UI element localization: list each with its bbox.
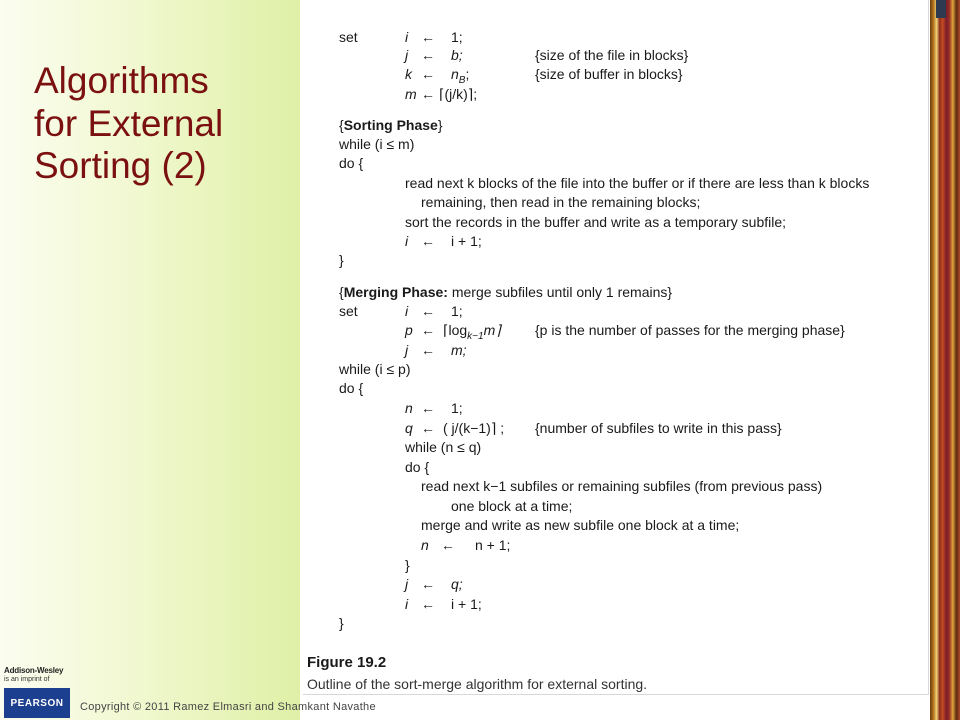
code-line: do {: [339, 380, 364, 396]
code-var: n: [405, 400, 413, 416]
code-subscript: k−1: [467, 330, 484, 342]
code-arrow: ←: [421, 303, 435, 319]
code-var: j: [405, 47, 409, 63]
figure-caption: Outline of the sort-merge algorithm for external sorting.: [307, 676, 648, 692]
code-var: j: [405, 342, 409, 358]
phase-desc: merge subfiles until only 1 remains}: [447, 284, 673, 300]
code-var: i: [405, 303, 409, 319]
code-line: while (i ≤ m): [339, 136, 415, 152]
brace: {: [339, 284, 344, 300]
code-value: 1;: [451, 303, 463, 319]
code-comment: {number of subfiles to write in this pass}: [535, 420, 782, 436]
code-value-main: n: [451, 66, 459, 82]
code-arrow: ←: [421, 576, 435, 592]
code-arrow: ←: [421, 342, 435, 358]
code-comment: {size of the file in blocks}: [535, 47, 689, 63]
slide-title: [34, 60, 294, 188]
code-line: read next k−1 subfiles or remaining subfiles (from previous pass): [421, 478, 823, 494]
code-arrow: ←: [421, 29, 435, 45]
code-subscript: B: [458, 74, 466, 86]
code-value: ( j/(k−1)⌉ ;: [443, 420, 505, 436]
code-var: j: [405, 576, 409, 592]
code-line: merge and write as new subfile one block at a time;: [421, 517, 740, 533]
code-line: }: [405, 557, 410, 573]
code-value: 1;: [451, 400, 463, 416]
imprint-text: is an imprint of: [4, 676, 50, 683]
pearson-logo: PEARSON: [4, 688, 70, 718]
code-arrow: ←: [421, 322, 435, 338]
code-arrow: ←: [421, 47, 435, 63]
code-arrow: ←: [421, 420, 435, 436]
figure-label: Figure 19.2: [307, 654, 387, 671]
code-arrow: ←: [441, 537, 455, 553]
phase-name: Sorting Phase: [343, 117, 438, 133]
merging-phase-heading: [339, 284, 672, 300]
code-keyword: set: [339, 303, 358, 319]
copyright-text: Copyright © 2011 Ramez Elmasri and Shamkant Navathe: [80, 701, 376, 713]
code-comment: {size of buffer in blocks}: [535, 66, 683, 82]
code-arrow: ←: [421, 596, 435, 612]
code-arrow: ←: [421, 400, 435, 416]
phase-name: Merging Phase:: [343, 284, 448, 300]
code-value-main: ⌈log: [443, 322, 468, 338]
slide-title-line: for External: [34, 102, 224, 144]
code-value-end: ;: [465, 66, 470, 82]
slide-title-line: Algorithms: [34, 60, 209, 101]
code-line: while (n ≤ q): [405, 439, 482, 455]
code-value: i + 1;: [451, 233, 482, 249]
code-line: one block at a time;: [451, 498, 573, 514]
code-comment: {p is the number of passes for the merging phase}: [535, 322, 845, 338]
sorting-phase-heading: [339, 117, 443, 133]
code-value: n + 1;: [475, 537, 511, 553]
code-keyword: set: [339, 29, 358, 45]
publisher-logo: [0, 664, 72, 720]
code-value: b;: [451, 47, 463, 63]
brace: }: [437, 117, 443, 133]
code-value: q;: [451, 576, 463, 592]
code-value: m;: [451, 342, 467, 358]
code-arrow: ←: [421, 233, 435, 249]
code-var: i: [405, 596, 409, 612]
code-var: i: [405, 233, 409, 249]
code-value: 1;: [451, 29, 463, 45]
code-line: }: [339, 252, 344, 268]
code-var: m: [405, 86, 417, 102]
slide-title-line: Sorting (2): [34, 145, 207, 187]
code-value: ⌈(j/k)⌉;: [439, 86, 478, 102]
code-line: do {: [405, 459, 430, 475]
code-line: read next k blocks of the file into the buffer or if there are less than k blocks: [405, 175, 870, 191]
code-line: }: [339, 615, 344, 631]
publisher-name: Addison-Wesley: [4, 666, 64, 675]
algorithm-figure: [303, 0, 929, 695]
code-var: n: [421, 537, 429, 553]
decorative-tab: [936, 0, 946, 18]
code-var: k: [405, 66, 412, 82]
code-line: while (i ≤ p): [339, 361, 411, 377]
code-line: sort the records in the buffer and write as a temporary subfile;: [405, 214, 787, 230]
code-arrow: ←: [421, 66, 435, 82]
left-panel: [0, 0, 300, 720]
code-var: p: [405, 322, 413, 338]
code-var: i: [405, 29, 409, 45]
decorative-stripes: [930, 0, 960, 720]
brace: {: [339, 117, 344, 133]
code-var: q: [405, 420, 413, 436]
code-line: remaining, then read in the remaining blocks;: [421, 194, 701, 210]
code-arrow: ←: [421, 86, 435, 102]
code-value-end: m⌉: [483, 322, 501, 338]
code-line: do {: [339, 155, 364, 171]
code-value: i + 1;: [451, 596, 482, 612]
